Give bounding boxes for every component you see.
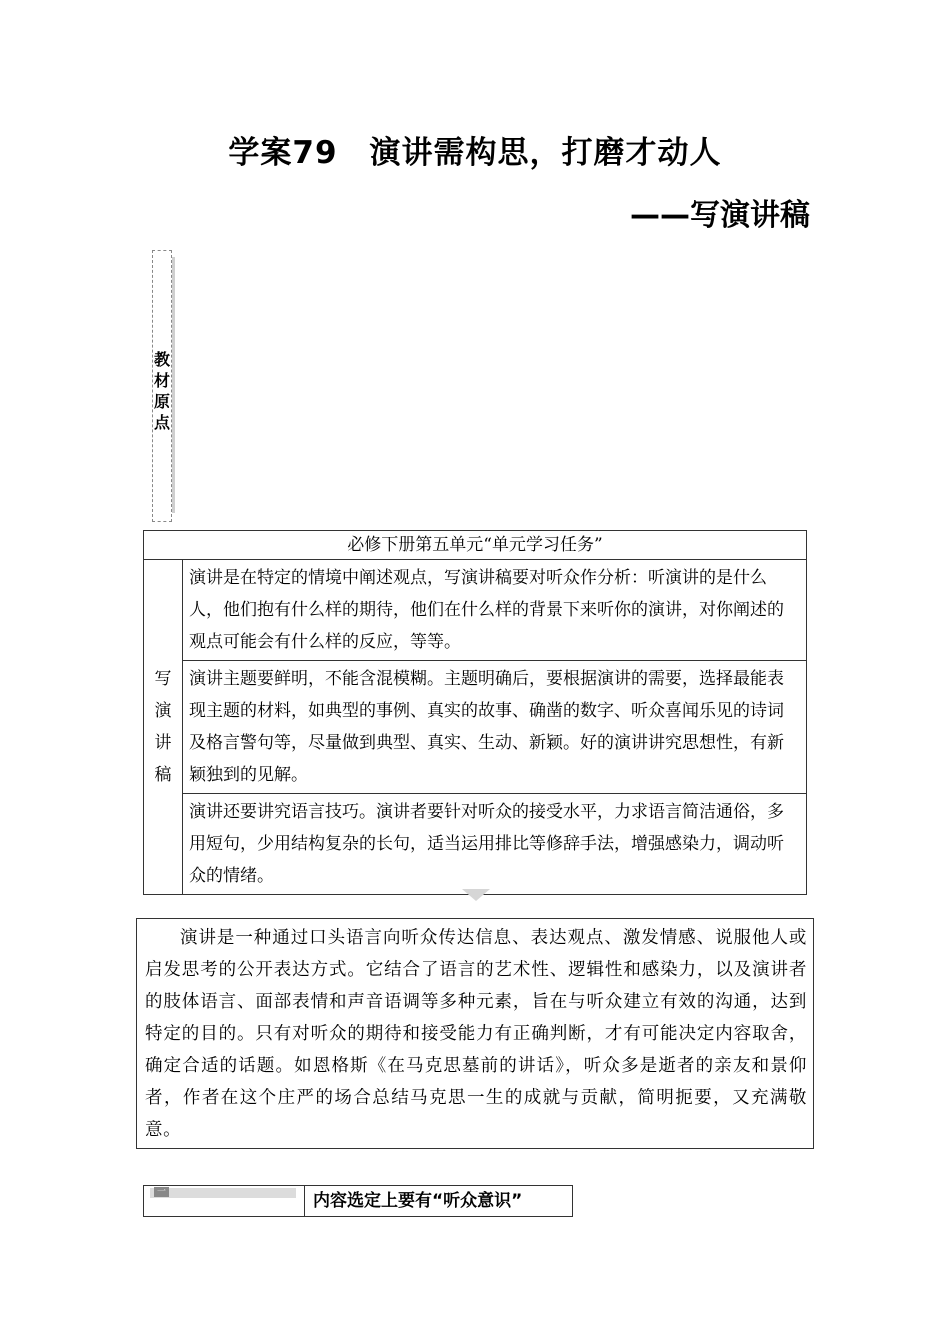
side-tag xyxy=(152,250,172,522)
source-table xyxy=(143,530,807,895)
section-number-box xyxy=(144,1186,305,1216)
source-table-row: 演讲主题要鲜明，不能含混模糊。主题明确后，要根据演讲的需要，选择最能表现主题的材料，如典型的事例、真实的故事、确凿的数字、听众喜闻乐见的诗词及格言警句等，尽量做到典型、真实、生动、新颖。好的演讲讲究思想性，有新颖独到的见解。 xyxy=(183,661,807,794)
section-point xyxy=(143,1185,573,1217)
section-heading: 内容选定上要有“听众意识” xyxy=(313,1191,523,1211)
down-arrow-icon xyxy=(462,889,490,901)
page-title: 学案79 演讲需构思，打磨才动人 xyxy=(228,135,722,171)
left-label-char: 写 xyxy=(154,669,172,689)
source-table-header: 必修下册第五单元“单元学习任务” xyxy=(144,531,807,560)
source-table-row: 演讲还要讲究语言技巧。演讲者要针对听众的接受水平，力求语言简洁通俗，多用短句，少用结构复杂的长句，适当运用排比等修辞手法，增强感染力，调动听众的情绪。 xyxy=(183,794,807,895)
side-tag-label xyxy=(147,349,177,433)
source-table-left-label xyxy=(144,560,183,895)
section-number: 一 xyxy=(154,1187,169,1197)
left-label-char: 稿 xyxy=(154,765,172,785)
section-number-shade xyxy=(150,1188,296,1198)
left-label-char: 讲 xyxy=(154,733,172,753)
page-subtitle: ——写演讲稿 xyxy=(630,198,810,233)
source-table-row: 演讲是在特定的情境中阐述观点，写演讲稿要对听众作分析：听演讲的是什么人，他们抱有什么样的期待，他们在什么样的背景下来听你的演讲，对你阐述的观点可能会有什么样的反应，等等。 xyxy=(183,560,807,661)
left-label-char: 演 xyxy=(154,701,172,721)
essay-paragraph: 演讲是一种通过口头语言向听众传达信息、表达观点、激发情感、说服他人或启发思考的公开表达方式。它结合了语言的艺术性、逻辑性和感染力，以及演讲者的肢体语言、面部表情和声音语调等多种元素，旨在与听众建立有效的沟通，达到特定的目的。只有对听众的期待和接受能力有正确判断，才有可能决定内容取舍，确定合适的话题。如恩格斯《在马克思墓前的讲话》，听众多是逝者的亲友和景仰者，作者在这个庄严的场合总结马克思一生的成就与贡献，简明扼要，又充满敬意。 xyxy=(136,918,814,1149)
side-tag-text: 教材原点 xyxy=(154,350,171,432)
